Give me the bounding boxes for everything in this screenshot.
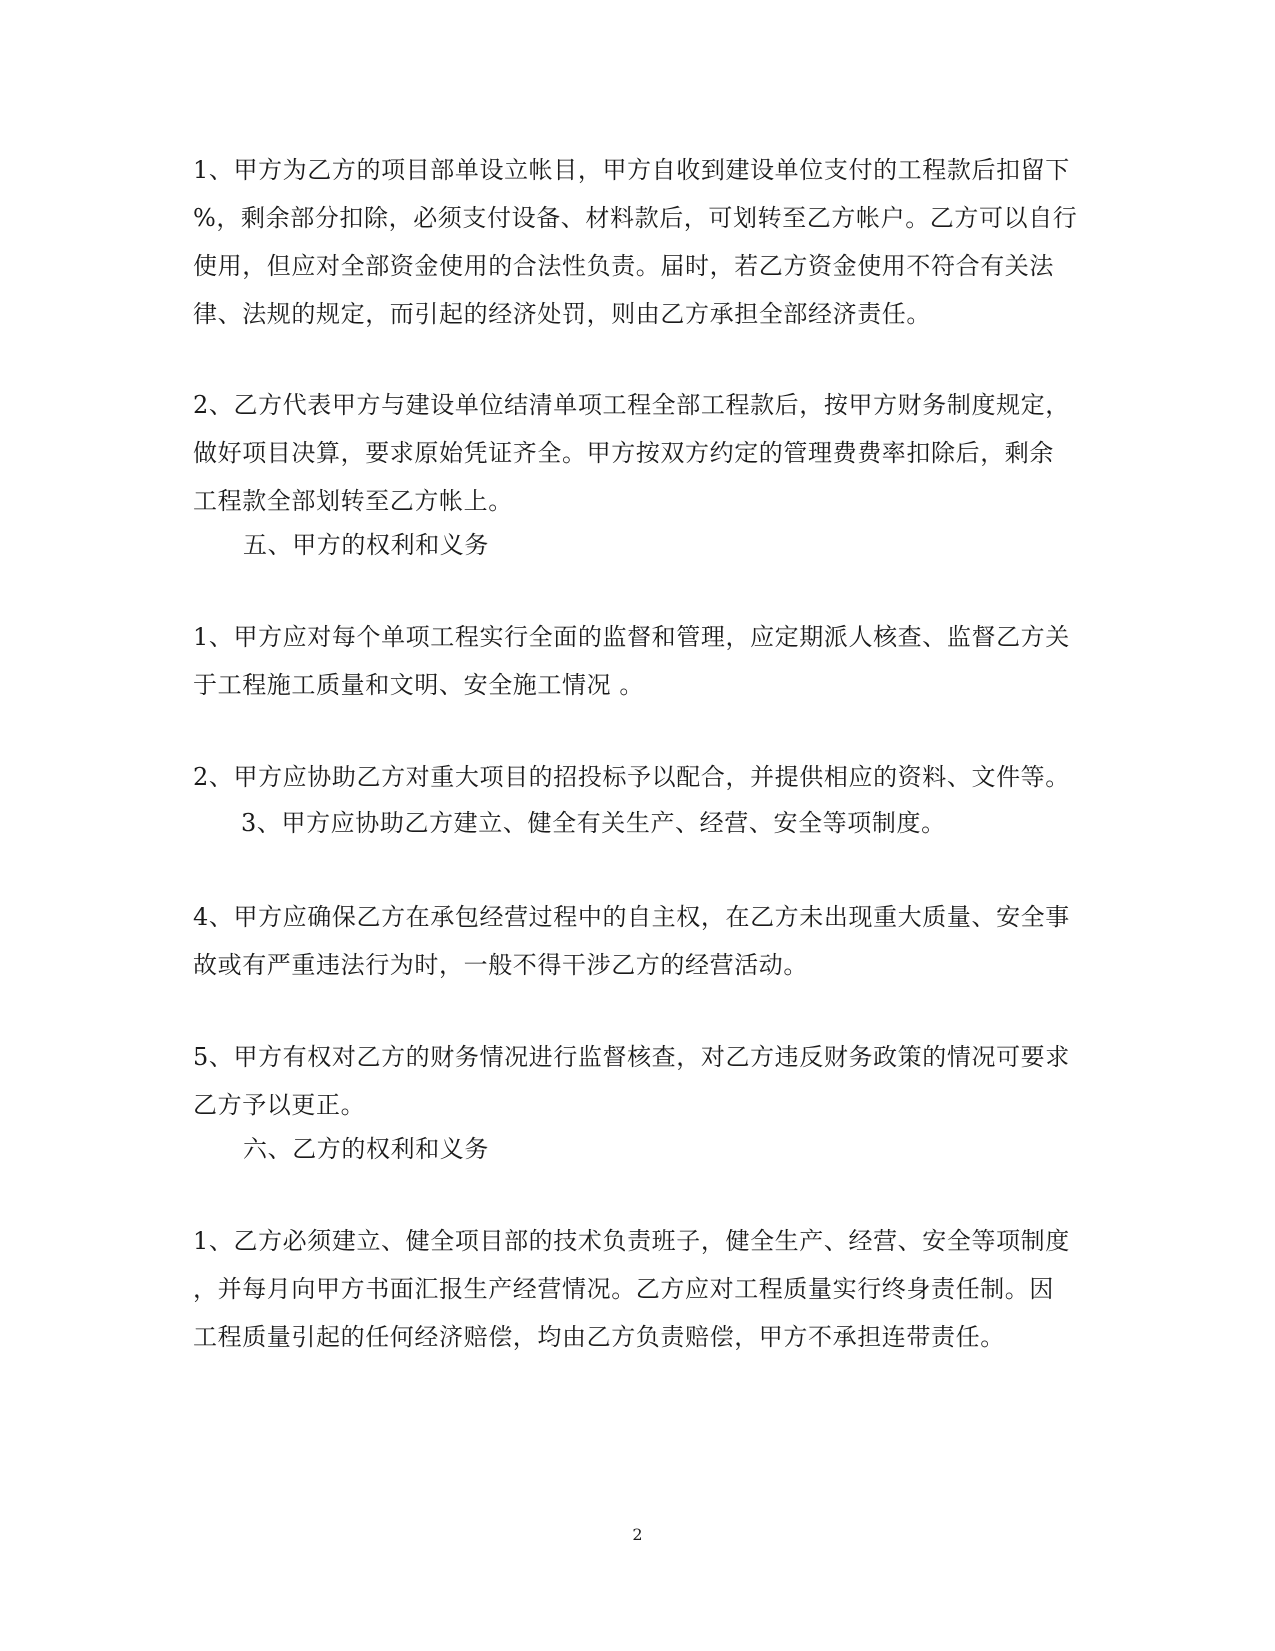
paragraph-line: ，并每月向甲方书面汇报生产经营情况。乙方应对工程质量实行终身责任制。因 bbox=[193, 1275, 1054, 1303]
page-number: 2 bbox=[632, 1525, 643, 1544]
paragraph-line: 1、甲方应对每个单项工程实行全面的监督和管理，应定期派人核查、监督乙方关 bbox=[193, 623, 1070, 651]
paragraph-line: %，剩余部分扣除，必须支付设备、材料款后，可划转至乙方帐户。乙方可以自行 bbox=[193, 204, 1078, 232]
section-heading: 五、甲方的权利和义务 bbox=[243, 531, 489, 559]
paragraph-line: 乙方予以更正。 bbox=[193, 1091, 366, 1119]
paragraph-line: 做好项目决算，要求原始凭证齐全。甲方按双方约定的管理费费率扣除后，剩余 bbox=[193, 439, 1054, 467]
section-heading: 六、乙方的权利和义务 bbox=[243, 1135, 489, 1163]
paragraph-line: 2、甲方应协助乙方对重大项目的招投标予以配合，并提供相应的资料、文件等。 bbox=[193, 763, 1070, 791]
paragraph-line: 工程质量引起的任何经济赔偿，均由乙方负责赔偿，甲方不承担连带责任。 bbox=[193, 1323, 1005, 1351]
paragraph-line: 4、甲方应确保乙方在承包经营过程中的自主权，在乙方未出现重大质量、安全事 bbox=[193, 903, 1070, 931]
paragraph-line: 1、甲方为乙方的项目部单设立帐目，甲方自收到建设单位支付的工程款后扣留下 bbox=[193, 156, 1070, 184]
paragraph-line: 使用，但应对全部资金使用的合法性负责。届时，若乙方资金使用不符合有关法 bbox=[193, 252, 1054, 280]
paragraph-line: 于工程施工质量和文明、安全施工情况 。 bbox=[193, 671, 645, 699]
paragraph-line: 5、甲方有权对乙方的财务情况进行监督核查，对乙方违反财务政策的情况可要求 bbox=[193, 1043, 1070, 1071]
paragraph-line: 律、法规的规定，而引起的经济处罚，则由乙方承担全部经济责任。 bbox=[193, 300, 931, 328]
paragraph-line: 3、甲方应协助乙方建立、健全有关生产、经营、安全等项制度。 bbox=[241, 809, 946, 837]
paragraph-line: 1、乙方必须建立、健全项目部的技术负责班子，健全生产、经营、安全等项制度 bbox=[193, 1227, 1070, 1255]
paragraph-line: 工程款全部划转至乙方帐上。 bbox=[193, 487, 513, 515]
paragraph-line: 2、乙方代表甲方与建设单位结清单项工程全部工程款后，按甲方财务制度规定， bbox=[193, 391, 1070, 419]
paragraph-line: 故或有严重违法行为时，一般不得干涉乙方的经营活动。 bbox=[193, 951, 808, 979]
